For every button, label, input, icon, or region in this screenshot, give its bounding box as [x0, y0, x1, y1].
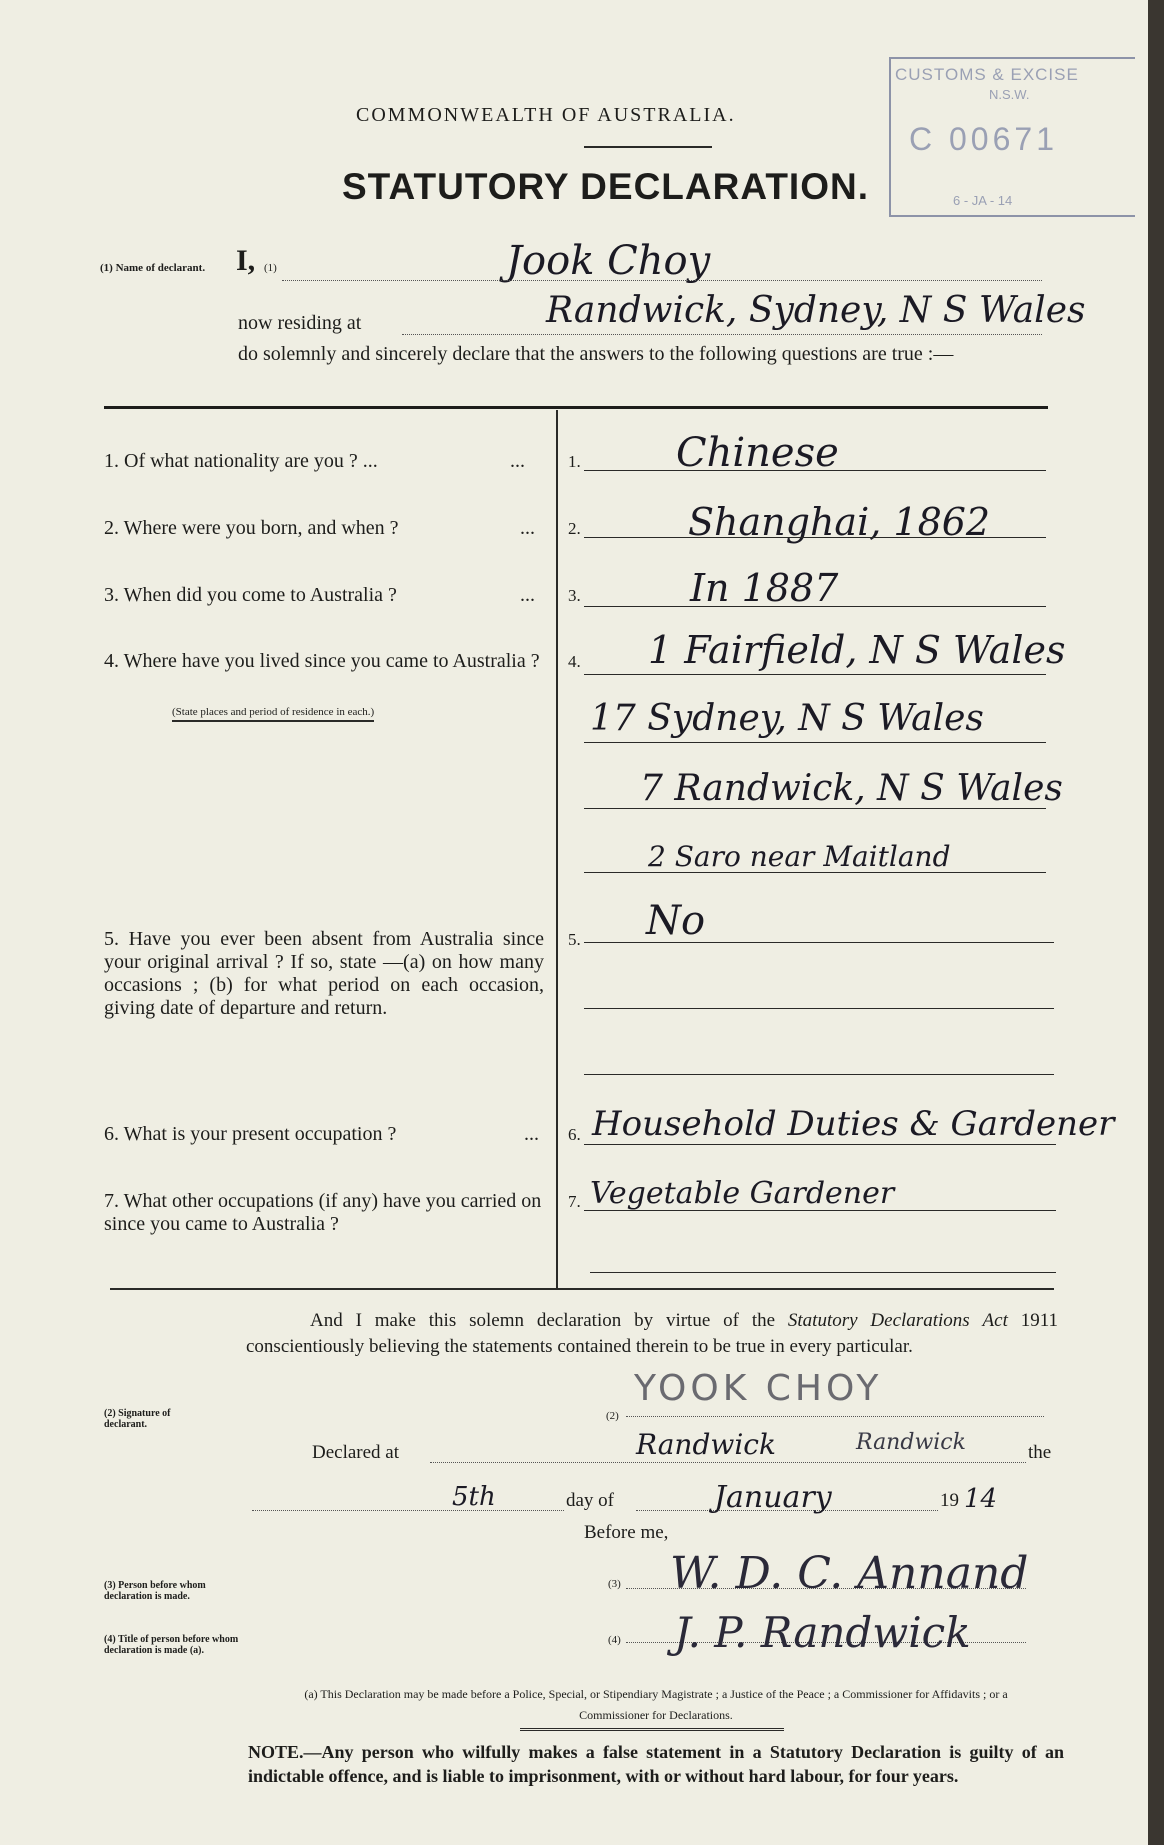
- answer-4-line-4: 2 Saro near Maitland: [648, 840, 951, 873]
- commonwealth-heading: COMMONWEALTH OF AUSTRALIA.: [356, 104, 736, 126]
- declaration-page: COMMONWEALTH OF AUSTRALIA. STATUTORY DECLARATION. CUSTOMS & EXCISE N.S.W. C 00671 6 - JA - 14 (1) Name of declarant. I, (1) Jook Choy now residing at Randwick, Sydney, N S Wales do solemnly and sincerely declare that the answers to the following questions are true :— 1. Of what nationality are you ? ... ... 1. Chinese 2. Where were you born, and when ? ... 2. Shanghai, 1862 3. When did you come to Australia ? ... 3. In 1887 4. Where have you lived since you came to Australia ? (State places and period of residence in each.) 4. 1 Fairfield, N S Wales 17 Sydney, N S Wales 7 Randwick, N S Wales 2 Saro near Maitland 5. Have you ever been absent from Australia since your original arrival ? If so, state —(a) on how many occasions ; (b) for what period on each occasion, giving date of departure and return. 5. No 6. What is your present occupation ? ... 6. Household Duties & Gardener 7. What other occupations (if any) have you carried on since you came to Australia ? 7. Vegetable Gardener And I make this solemn declaration by virtue of the Statutory Declarations Act 1911 conscientiously believing the statements contained therein to be true in every particular. YOOK CHOY (2) Signature of declarant. (2) Declared at Randwick Randwick the 5th day of January 19 14 Before me, (3) W. D. C. Annand (3) Person before whom declaration is made. (4) J. P. Randwick (4) Title of person before whom declaration is made (a). (a) This Declaration may be made before a Police, Special, or Stipendiary Magistrate ; a Justice of the Peace ; a Commissioner for Affidavits ; or a Commissioner for Declarations. NOTE.—Any person who wilfully makes a false statement in a Statutory Declaration is guilty of an indictable offence, and is liable to imprisonment, with or without hard labour, for four years.: [0, 0, 1148, 1845]
- title-note: (4) Title of person before whom declaration is made (a).: [104, 1634, 239, 1656]
- answer-5: No: [646, 898, 706, 944]
- questions-column-divider: [556, 410, 558, 1288]
- answer-4-line-1: 1 Fairfield, N S Wales: [648, 628, 1066, 672]
- question-4-note: (State places and period of residence in each.): [172, 706, 374, 722]
- declarant-signature: YOOK CHOY: [634, 1368, 883, 1409]
- witness-signature: W. D. C. Annand: [670, 1548, 1029, 1599]
- question-4: 4. Where have you lived since you came to Australia ?: [104, 650, 540, 672]
- declarant-pronoun: I,: [236, 244, 256, 277]
- answer-4-line-2: 17 Sydney, N S Wales: [590, 698, 984, 739]
- answer-7: Vegetable Gardener: [590, 1176, 895, 1211]
- heading-divider: [584, 146, 712, 148]
- questions-top-rule: [104, 406, 1048, 409]
- customs-stamp: CUSTOMS & EXCISE N.S.W. C 00671 6 - JA - 14: [889, 57, 1135, 217]
- declared-year: 14: [964, 1484, 998, 1514]
- declare-text: do solemnly and sincerely declare that the answers to the following questions are true :—: [238, 343, 954, 365]
- answer-3: In 1887: [690, 566, 839, 610]
- question-1: 1. Of what nationality are you ? ...: [104, 450, 378, 472]
- margin-note-name: (1) Name of declarant.: [100, 262, 206, 274]
- declarant-residence: Randwick, Sydney, N S Wales: [546, 290, 1086, 331]
- declared-month: January: [714, 1480, 832, 1515]
- residing-label: now residing at: [238, 312, 362, 334]
- declaration-text: And I make this solemn declaration by virtue of the Statutory Declarations Act 1911 conscientiously believing the statements contained therein to be true in every particular.: [246, 1310, 1059, 1357]
- declared-at-place: Randwick: [636, 1428, 776, 1461]
- questions-bottom-rule: [110, 1288, 1054, 1290]
- witness-note: (3) Person before whom declaration is made.: [104, 1580, 206, 1602]
- declared-at-label: Declared at: [312, 1442, 400, 1463]
- question-6: 6. What is your present occupation ?: [104, 1123, 397, 1145]
- answer-1: Chinese: [676, 430, 839, 476]
- witness-title: J. P. Randwick: [674, 1608, 971, 1657]
- footnote: (a) This Declaration may be made before a Police, Special, or Stipendiary Magistrate ; a Justice of the Peace ; a Commissioner for Affidavits ; or a Commissioner for Declarations.: [304, 1687, 1008, 1722]
- legal-note: NOTE.—Any person who wilfully makes a false statement in a Statutory Declaration is guilty of an indictable offence, and is liable to imprisonment, with or without hard labour, for four years.: [248, 1742, 1064, 1786]
- before-me-label: Before me,: [584, 1522, 669, 1543]
- answer-2: Shanghai, 1862: [688, 500, 991, 544]
- answer-4-line-3: 7 Randwick, N S Wales: [640, 768, 1063, 809]
- signature-note: (2) Signature of declarant.: [104, 1408, 171, 1430]
- declarant-name: Jook Choy: [506, 238, 711, 284]
- question-7: 7. What other occupations (if any) have you carried on since you came to Australia ?: [104, 1190, 542, 1235]
- question-5: 5. Have you ever been absent from Australia since your original arrival ? If so, state —(a) on how many occasions ; (b) for what period on each occasion, giving date of departure and return.: [104, 928, 544, 1019]
- question-3: 3. When did you come to Australia ?: [104, 584, 397, 606]
- page-title: STATUTORY DECLARATION.: [342, 166, 869, 207]
- answer-6: Household Duties & Gardener: [592, 1104, 1115, 1144]
- question-2: 2. Where were you born, and when ?: [104, 517, 399, 539]
- declared-day: 5th: [452, 1482, 496, 1512]
